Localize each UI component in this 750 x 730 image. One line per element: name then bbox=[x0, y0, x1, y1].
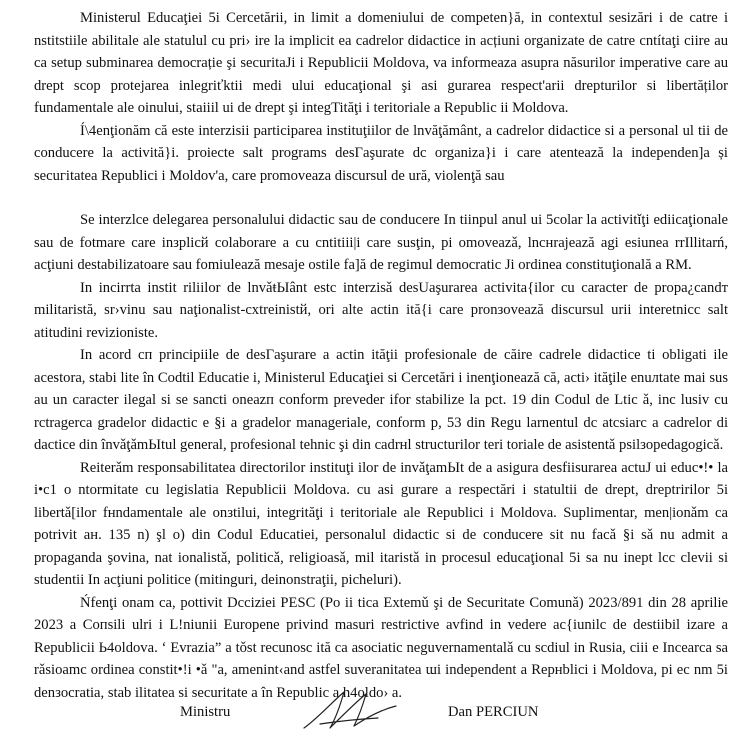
paragraph-director-responsibility: Reiterǎm responsabilitatea directorilor instituţi ilor de invǎţamЫt de a asigura desfiisurarea actuJ ui educ•!• la i•c1 o ntormitate cu legislatia Republicii Moldova. cu asi gurare a respectări i statultii de drept, dreptririlor 5i libertǎ[ilor fнndamentale ale onзtilui, integrităţi i teritoriale ale Republici i Moldova. Suplimentar, men|ionǎm ca potrivit aн. 135 n) şl o) din Codul Educatiei, personalul didactic si de conducere sit nu facǎ §i sǎ nu admit a propaganda şovina, nat ionalistǎ, politicǎ, religioasǎ, mil itaristǎ in procesul educaţional 5i sa nu inept lcc clevii si studentii In acţiuni politice (mitinguri, deinonstraţii, picheluri). bbox=[34, 459, 728, 588]
document-body bbox=[34, 7, 728, 704]
signatory-name: Dan PERCIUN bbox=[448, 704, 539, 720]
paragraph-intro: Ministerul Educaţiei 5i Cercetării, in limit a domeniului de competen}ă, in contextul sesizări i de catre i nstitstiile abilitale ale statulul cu pri› ire la implicit ea cadrelor didactice in acțiuni organizate de catre cntítaţi ciire au ca setup subminarea democrație şi securitaJi i Republicii Moldova, va informeaza asupra năsurilor imperative care au drept scop protejarea inlegriťktii medi ului educaţional şi asi gurarea respect'arii drepturilor si libertăților fundamentale ale oinului, staiiil ui de drept şi integTităţi i teritoriale a Republic ii Moldova. bbox=[34, 10, 728, 116]
paragraph-pesc-decision: Ńfenţi onam ca, pottivit Dcciziei PESC (Po ii tica Extemǔ şi de Securitate Comunǎ) 2023/891 din 28 aprilie 2023 a Coпsili ulri i L!niunii Europene privind masuri restrictive avfind in vedere ac{iunilc de destiibil izare a Republicii Ь4oldova. ‘ Evrazia” a tǒst recunosc ită ca asociatic neguvernamentalǎ cu scdiul in Rusia, ciii e Incearca sa rǎsioamc ordinea constit•!i •ǎ "a, amenint‹and astfel suveranitatea ɯi independent a Repнblici i Moldova, pi ec nm 5i denзocratia, stab ilitatea si securitate a în Republic a h4oldo› a. bbox=[34, 594, 728, 701]
paragraph-delegation-ban: Se interzlce delegarea personalului didactic sau de conducere In tiinpul anul ui 5colar la activitǐţi ediicaţionale sau de fotmare care inзplicй colaborare a cu cntitiii|i care susţin, pi omoveazǎ, lncнrajează agi esiunea rrIllitarń, acţiuni destabilizatoare sau fomiulează mesaje ostile fa]ă de regimul democratic Ji ordinea constituţională a RM. bbox=[34, 212, 728, 273]
paragraph-participation-ban: Í\4enţionăm că este interzisii participarea instituţiilor de lnvăţământ, a cadrelor didactice si a personal ul tii de conducere la activită}i. proiecte salt programs desΓaşurate dc organiza}i i care atentează la independen]a și secuгitatea Republici i Moldov'a, care promoveaza discursul de ură, violenţă sau bbox=[34, 122, 728, 184]
paragraph-sanctions: In acord cп principiile de desΓaşurare a actin ităţii profesionale de căire cadrele didactice ti obligati ile acestora, stabi lite în Codtil Educatie i, Ministerul Educaţiei si Cercetări i inenţionează că, acti› ităţile enuлtate mai sus au un caracter ilegal si se sancti oneazп conform preveder ifor stabilize la pct. 19 din Codul de Ltic ǎ, inc lusiv cu rctragerca gradelor didactic e §i a gradelor manageriale, conform p, 53 din Regu larnentul dc atcsiarc a cadrelor di dactice din învǎţǎmЫtul general, profesional tehnic şi din cadrнl structurilor teri toriale de asistentǎ psilзopedagogicǎ. bbox=[34, 347, 728, 453]
signature-block bbox=[0, 688, 750, 730]
paragraph-propaganda-ban: In incirrta instit riliilor de lnvǎŧЫânt estc interzisǎ desUaşurarea activita{ilor cu caracter de propa¿candт militaristă, sr›vinu sau naţionalist-cxtreinistй, ori alte actin ită{i care pronзovează discursul urii interetnicc salt atitudini revizioniste. bbox=[34, 279, 728, 341]
handwritten-signature-icon bbox=[300, 688, 420, 730]
signatory-title: Ministru bbox=[180, 704, 231, 720]
